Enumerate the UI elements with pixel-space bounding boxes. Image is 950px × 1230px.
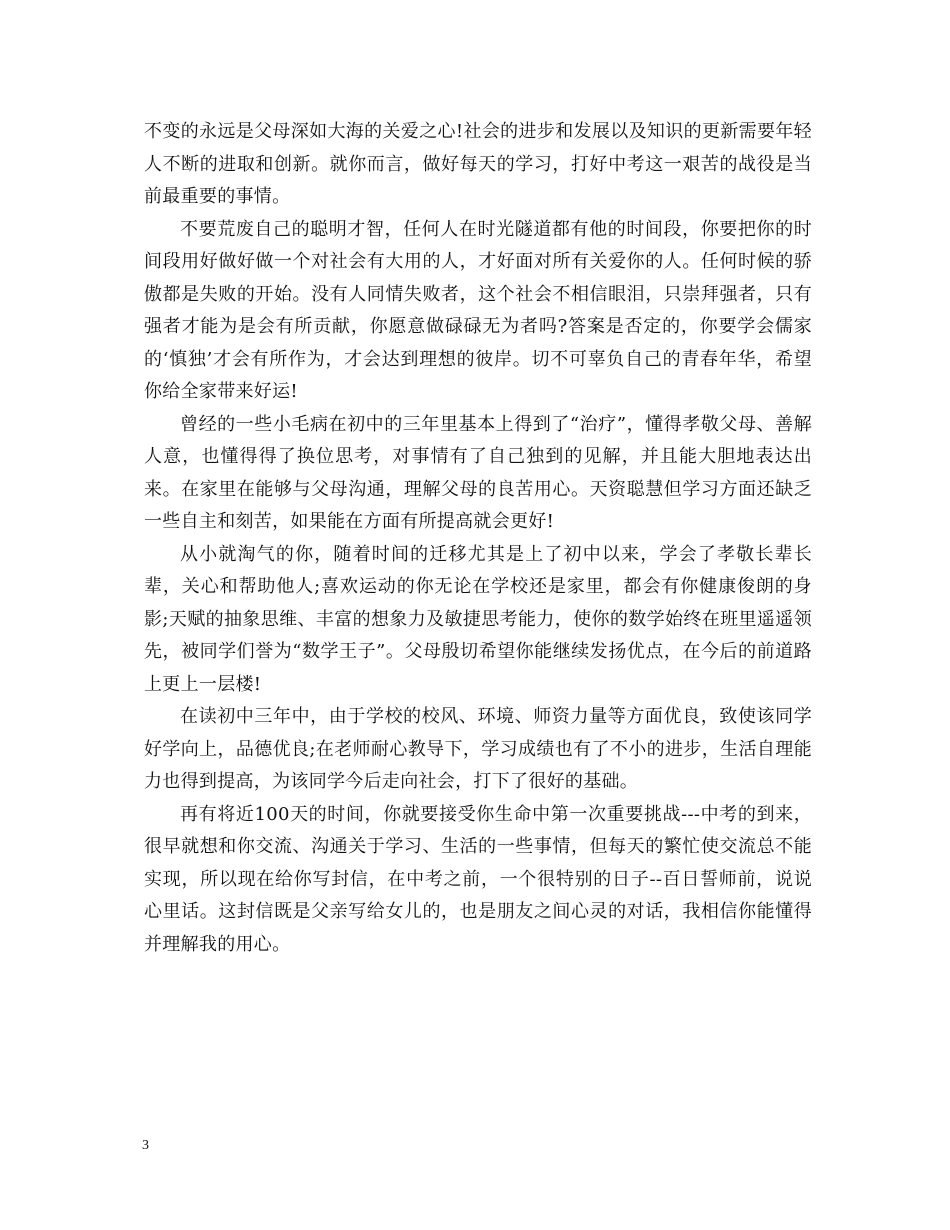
paragraph-4: 从小就淘气的你，随着时间的迁移尤其是上了初中以来，学会了孝敬长辈长辈，关心和帮助他人;喜欢运动的你无论在学校还是家里，都会有你健康俊朗的身影;天赋的抽象思维、丰富的想象力及敏捷思考能力，使你的数学始终在班里遥遥领先，被同学们誉为“数学王子”。父母殷切希望你能继续发扬优点，在今后的前道路上更上一层楼!: [144, 543, 812, 695]
document-body: [144, 116, 812, 961]
paragraph-1: 不变的永远是父母深如大海的关爱之心!社会的进步和发展以及知识的更新需要年轻人不断的进取和创新。就你而言，做好每天的学习，打好中考这一艰苦的战役是当前最重要的事情。: [144, 121, 812, 207]
paragraph-5: 在读初中三年中，由于学校的校风、环境、师资力量等方面优良，致使该同学好学向上，品德优良;在老师耐心教导下，学习成绩也有了不小的进步，生活自理能力也得到提高，为该同学今后走向社会，打下了很好的基础。: [144, 706, 812, 792]
paragraph-2: 不要荒废自己的聪明才智，任何人在时光隧道都有他的时间段，你要把你的时间段用好做好做一个对社会有大用的人，才好面对所有关爱你的人。任何时候的骄傲都是失败的开始。没有人同情失败者，这个社会不相信眼泪，只崇拜强者，只有强者才能为是会有所贡献，你愿意做碌碌无为者吗?答案是否定的，你要学会儒家的‘慎独’才会有所作为，才会达到理想的彼岸。切不可辜负自己的青春年华，希望你给全家带来好运!: [144, 218, 812, 402]
paragraph-6: 再有将近100天的时间，你就要接受你生命中第一次重要挑战---中考的到来，很早就想和你交流、沟通关于学习、生活的一些事情，但每天的繁忙使交流总不能实现，所以现在给你写封信，在中考之前，一个很特别的日子--百日誓师前，说说心里话。这封信既是父亲写给女儿的，也是朋友之间心灵的对话，我相信你能懂得并理解我的用心。: [144, 803, 812, 955]
page-number: 3: [142, 1138, 149, 1153]
paragraph-3: 曾经的一些小毛病在初中的三年里基本上得到了“治疗”，懂得孝敬父母、善解人意，也懂得得了换位思考，对事情有了自己独到的见解，并且能大胆地表达出来。在家里在能够与父母沟通，理解父母的良苦用心。天资聪慧但学习方面还缺乏一些自主和刻苦，如果能在方面有所提高就会更好!: [144, 413, 812, 532]
